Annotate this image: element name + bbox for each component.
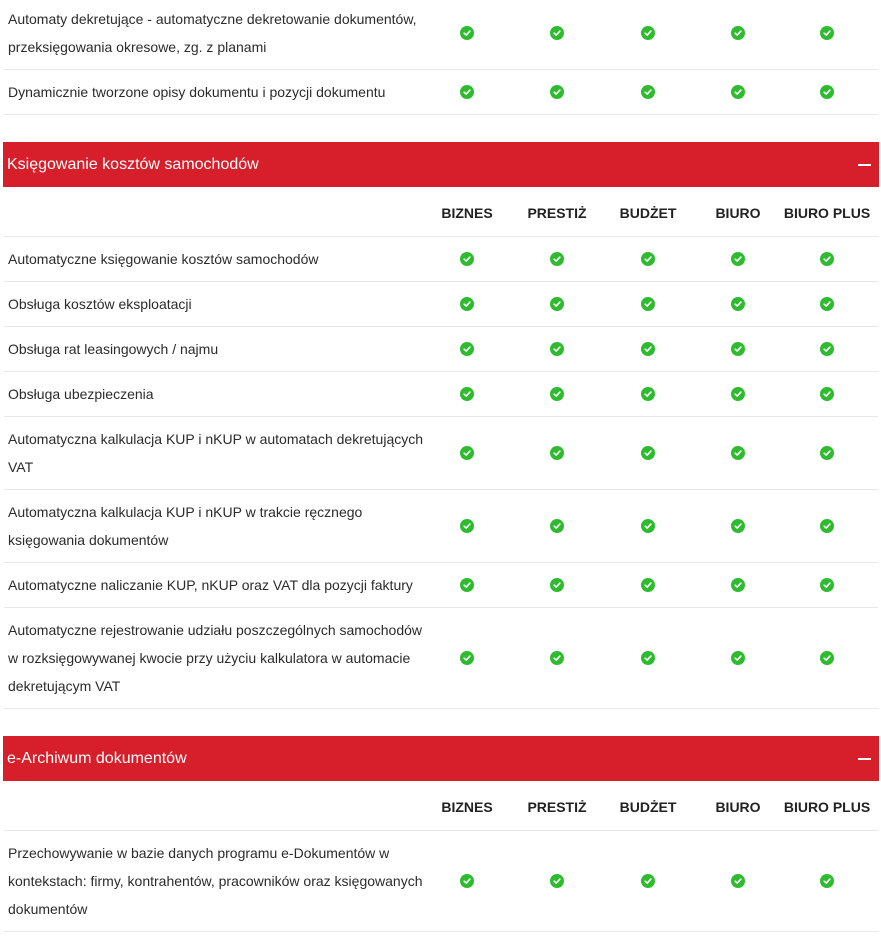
check-icon [820, 252, 834, 266]
check-icon [731, 446, 745, 460]
feature-label: Automatyczna kalkulacja KUP i nKUP w automatach dekretujących VAT [8, 431, 424, 475]
check-icon [460, 342, 474, 356]
check-icon [641, 387, 655, 401]
section-title: e-Archiwum dokumentów [7, 749, 187, 767]
collapse-icon[interactable] [858, 758, 871, 760]
check-icon [460, 85, 474, 99]
check-icon [731, 874, 745, 888]
check-icon [731, 519, 745, 533]
feature-label: Automatyczne rejestrowanie udziału poszczególnych samochodów w rozksięgowywanej kwocie przy użyciu kalkulatora w automacie dekretującym VAT [8, 622, 422, 694]
check-icon [641, 342, 655, 356]
check-icon [731, 26, 745, 40]
plan-column-label: BIURO PLUS [783, 205, 871, 221]
check-icon [820, 519, 834, 533]
check-icon [460, 446, 474, 460]
check-icon [550, 297, 564, 311]
check-icon [641, 519, 655, 533]
feature-label: Przechowywanie w bazie danych programu e-Dokumentów w kontekstach: firmy, kontrahentów, pracowników oraz księgowanych dokumentów [8, 845, 423, 917]
feature-label: Obsługa kosztów eksploatacji [8, 296, 192, 312]
feature-row [4, 417, 878, 490]
feature-label: Dynamicznie tworzone opisy dokumentu i pozycji dokumentu [8, 84, 386, 100]
feature-row [4, 282, 878, 327]
check-icon [460, 252, 474, 266]
plan-column-label: BUDŻET [619, 205, 677, 221]
plan-column-label: BUDŻET [619, 799, 677, 815]
feature-row [4, 608, 878, 709]
check-icon [460, 651, 474, 665]
check-icon [550, 252, 564, 266]
check-icon [820, 651, 834, 665]
feature-row [4, 831, 878, 932]
section-header[interactable] [3, 142, 879, 187]
plan-column-label: PRESTIŻ [527, 799, 587, 815]
check-icon [731, 578, 745, 592]
check-icon [641, 26, 655, 40]
check-icon [731, 342, 745, 356]
plan-columns-header [4, 187, 878, 237]
feature-row [4, 490, 878, 563]
plan-column-label: BIURO [715, 205, 761, 221]
check-icon [460, 519, 474, 533]
check-icon [641, 252, 655, 266]
feature-label: Automatyczne księgowanie kosztów samochodów [8, 251, 319, 267]
feature-label: Obsługa ubezpieczenia [8, 386, 154, 402]
feature-label: Automatyczne naliczanie KUP, nKUP oraz VAT dla pozycji faktury [8, 577, 413, 593]
check-icon [550, 387, 564, 401]
check-icon [460, 297, 474, 311]
check-icon [460, 26, 474, 40]
check-icon [460, 578, 474, 592]
plan-column-label: BIZNES [441, 205, 493, 221]
plan-columns-header [4, 781, 878, 831]
check-icon [550, 578, 564, 592]
check-icon [641, 85, 655, 99]
feature-label: Automatyczna kalkulacja KUP i nKUP w trakcie ręcznego księgowania dokumentów [8, 504, 363, 548]
check-icon [550, 342, 564, 356]
check-icon [550, 446, 564, 460]
check-icon [820, 387, 834, 401]
check-icon [820, 874, 834, 888]
check-icon [550, 874, 564, 888]
feature-row [4, 237, 878, 282]
plan-column-label: BIURO PLUS [783, 799, 871, 815]
check-icon [641, 651, 655, 665]
check-icon [731, 297, 745, 311]
plan-column-label: BIURO [715, 799, 761, 815]
feature-row [4, 70, 878, 115]
check-icon [550, 519, 564, 533]
feature-row [4, 327, 878, 372]
check-icon [460, 387, 474, 401]
feature-label: Obsługa rat leasingowych / najmu [8, 341, 219, 357]
feature-row [4, 372, 878, 417]
check-icon [641, 874, 655, 888]
check-icon [820, 342, 834, 356]
check-icon [641, 297, 655, 311]
check-icon [820, 297, 834, 311]
check-icon [820, 85, 834, 99]
plan-column-label: PRESTIŻ [527, 205, 587, 221]
feature-row [4, 563, 878, 608]
check-icon [820, 446, 834, 460]
plan-column-label: BIZNES [441, 799, 493, 815]
check-icon [550, 26, 564, 40]
check-icon [731, 387, 745, 401]
check-icon [820, 578, 834, 592]
check-icon [731, 85, 745, 99]
check-icon [641, 446, 655, 460]
check-icon [731, 252, 745, 266]
collapse-icon[interactable] [858, 164, 871, 166]
check-icon [731, 651, 745, 665]
check-icon [641, 578, 655, 592]
section-header[interactable] [3, 736, 879, 781]
feature-label: Automaty dekretujące - automatyczne dekretowanie dokumentów, przeksięgowania okresowe, zg. z planami [8, 11, 417, 55]
check-icon [820, 26, 834, 40]
check-icon [460, 874, 474, 888]
section-title: Księgowanie kosztów samochodów [7, 155, 259, 173]
feature-row [4, 0, 878, 70]
check-icon [550, 651, 564, 665]
check-icon [550, 85, 564, 99]
